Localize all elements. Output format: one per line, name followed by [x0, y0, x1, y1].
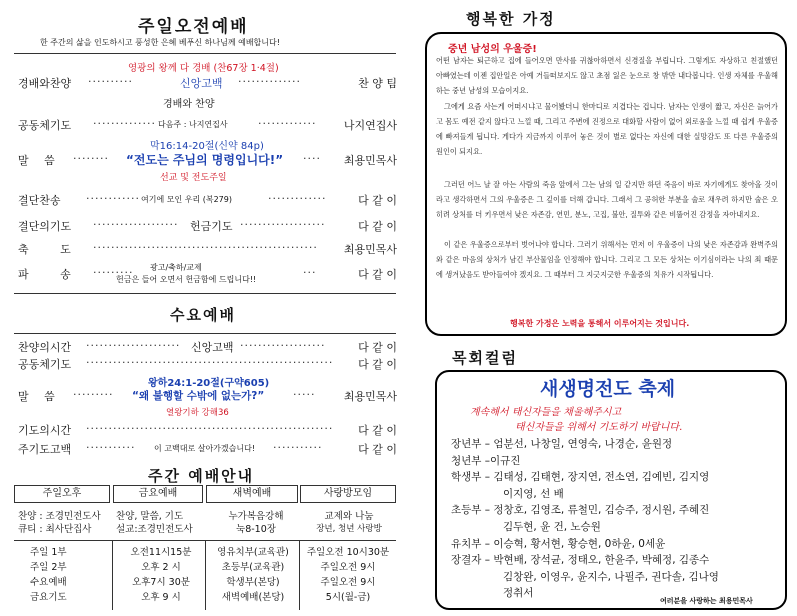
order-leader: 최용민목사 [343, 243, 397, 256]
sunday-title: 주일오전예배 [138, 17, 249, 37]
family-paragraph: 그에게 요즘 사는게 어떠시냐고 물어봤더니 한마디로 지겹다는 겁니다. 남자는 인생이 짧고, 자신은 늙어가고 몸도 예전 같지 않다고 느낄 때, 그리고 주변에 진정으로 대화할 사람이 없어 외로움을 느낄 때 쉽게 우울증에 빠져들게 됩니다. 게다가 지금까지 이루어 놓은 것이 별로 없다는 자신에 대한 실망감도 또 다른 우울증의 원인이 되지요. [436, 102, 778, 156]
schedule-cell: 교제와 나눔 장년, 청년 사랑방 [316, 511, 382, 534]
order-label: 결단찬송 [18, 194, 61, 207]
schedule-header: 주일오후 [14, 485, 110, 503]
schedule-cell: 누가복음강해 눅8-10장 [228, 511, 284, 535]
order-leader: 다 같 이 [358, 220, 397, 233]
order-label: 말 씀 [18, 154, 61, 167]
family-heading: 중년 남성의 우울증! [448, 44, 537, 55]
schedule-cell: 찬양 : 조경민전도사 큐티 : 최사단집사 [18, 511, 101, 535]
list-item: 김창완, 이영우, 윤지수, 나필주, 권다솔, 김나영 [503, 570, 719, 583]
column-heading: 새생명전도 축제 [540, 378, 676, 400]
divider [112, 540, 113, 610]
order-center: 신앙고백 [191, 341, 234, 354]
list-item: 정취서 [503, 587, 534, 600]
divider [14, 333, 396, 334]
order-label: 주기도고백 [18, 443, 72, 456]
order-leader: 다 같 이 [358, 341, 397, 354]
order-label: 파 송 [18, 268, 85, 281]
column-handwritten-note: 태신자들을 위해서 기도하기 바랍니다. [515, 422, 683, 433]
offering-note: 헌금은 들어 오면서 헌금함에 드립니다!! [116, 275, 257, 284]
order-sub: 경배와 찬양 [163, 99, 215, 110]
order-label: 축 도 [18, 243, 85, 256]
order-row: 주기도고백 ··········· 이 고백대로 살아가겠습니다! ··········· 다 같 이 [18, 441, 397, 456]
divider [14, 293, 396, 294]
scripture-ref: 왕하24:1-20절(구약605) [148, 378, 270, 389]
sermon-title: “왜 불행할 수밖에 없는가?” [132, 390, 265, 402]
column-handwritten-note: 계속해서 태신자들을 채울해주시고 [470, 407, 622, 418]
order-leader: 다 같 이 [358, 358, 397, 371]
list-item: 초등부 – 정창호, 김영조, 류철민, 김승주, 정시원, 주혜진 [451, 504, 710, 517]
order-leader: 다 같 이 [358, 194, 397, 207]
schedule-header: 금요예배 [113, 485, 203, 503]
order-center: 광고/축하/교제 [150, 263, 202, 272]
order-center: 다음주 : 나지연집사 [158, 120, 228, 129]
family-section-title: 행복한 가정 [466, 10, 556, 28]
family-closing: 행복한 가정은 노력을 통해서 이루어지는 것입니다. [510, 319, 690, 328]
family-paragraph: 어떤 남자는 퇴근하고 집에 들어오면 만사를 귀찮아하면서 신경질을 부립니다. 그렇게도 자상하고 친절했던 아빠였는데 이젠 집안일은 아예 거들떠보지도 않고 초점 잃은 눈으로 창 밖만 내다봅니다. 인생 자체를 우울해하는 중년 남성의 모습이지요. [436, 56, 778, 95]
schedule-header: 새벽예배 [206, 485, 298, 503]
column-signature: 여러분을 사랑하는 최용민목사 [660, 597, 753, 605]
list-item: 장년부 – 엄분선, 나창일, 연영숙, 나경순, 윤원정 [451, 438, 673, 450]
order-center: 신앙고백 [180, 77, 223, 90]
order-leader: 다 같 이 [358, 268, 397, 281]
divider [14, 53, 396, 54]
order-center: 헌금기도 [190, 220, 233, 233]
order-label: 경배와찬양 [18, 77, 72, 90]
schedule-header: 사랑방모임 [300, 485, 396, 503]
order-leader: 나지연집사 [343, 119, 397, 132]
order-center: 여기에 모인 우리 (복279) [141, 195, 232, 204]
weekly-title: 주간 예배안내 [148, 467, 255, 485]
schedule-times: 주일오전 10시30분 주일오전 9시 주일오전 9시 5시(월-금) [306, 547, 390, 603]
order-leader: 다 같 이 [358, 443, 397, 456]
order-sub: 선교 및 전도주일 [160, 173, 227, 183]
order-sub: 열왕기하 강해36 [166, 408, 229, 418]
order-label: 기도의시간 [18, 424, 72, 437]
order-row: 말 씀 ········· “왜 불행할 수밖에 없는가?” ····· 최용민목사 [18, 388, 397, 403]
list-item: 학생부 – 김태성, 김태현, 장지연, 전소연, 김예빈, 김지영 [451, 471, 710, 484]
schedule-times: 오전11시15분 오후 2 시 오후7시 30분 오후 9 시 [130, 547, 192, 603]
list-item: 유치부 – 이승혁, 황서현, 황승현, 0하윤, 0세윤 [451, 537, 666, 550]
scripture-ref: 막16:14-20절(신약 84p) [150, 141, 264, 152]
order-row: 말 씀 ········ “전도는 주님의 명령입니다!” ···· 최용민목사 [18, 152, 397, 167]
order-row: 경배와찬양 ·········· 신앙고백 ·············· 찬 양 팀 [18, 75, 397, 90]
order-label: 찬양의시간 [18, 341, 72, 354]
order-row: 파 송 ········· ··· 다 같 이 [18, 266, 397, 281]
order-center: 이 고백대로 살아가겠습니다! [154, 444, 256, 453]
schedule-cell: 찬양, 말씀, 기도 설교:조경민전도사 [116, 511, 193, 535]
sermon-title: “전도는 주님의 명령입니다!” [126, 153, 284, 167]
column-list [451, 436, 719, 602]
family-paragraph: 이 같은 우울증으로부터 벗어나야 합니다. 그러기 위해서는 먼저 이 우울증이 나의 낮은 자존감과 완벽주의와 같은 마음의 상처가 남긴 부산물임을 인정해야 합니다. 그리고 그 모든 상처는 이기심이라는 나의 죄 때문에 생겨났음도 받아들여야 겠지요. 그 때부터 그 지긋지긋한 우울증의 치유가 시작됩니다. [436, 240, 778, 279]
order-row: 공동체기도 ······················································· 다 같 이 [18, 356, 397, 371]
list-item: 이지영, 선 배 [503, 487, 564, 500]
order-leader: 찬 양 팀 [358, 77, 397, 90]
order-row: 찬양의시간 ····················· 신앙고백 ··················· 다 같 이 [18, 339, 397, 354]
schedule-times: 영유치부(교육관) 초등부(교육관) 학생부(본당) 새벽예배(본당) [217, 547, 289, 603]
order-label: 결단의기도 [18, 220, 72, 233]
family-paragraph: 그러던 어느 날 잘 아는 사람의 죽음 앞에서 그는 남의 일 같지만 하던 죽음이 바로 자기에게도 찾아올 것이라고 생각하면서 그의 우울증은 그 깊이를 더해 갑니다. 그래서 그 공허한 부분을 술로 채우려 하지만 술은 오히려 상처를 더 키우면서 낮은 자존감, 연민, 분노, 고집, 불안, 질투와 같은 비뚤어진 감정을 자아내지요. [436, 180, 778, 219]
opening-hymn: 영광의 왕께 다 경배 (찬67장 1·4절) [128, 63, 279, 74]
order-label: 말 씀 [18, 390, 61, 403]
list-item: 장결자 – 박현배, 장석균, 정태오, 한윤주, 박혜정, 김종수 [451, 554, 710, 567]
divider [205, 540, 206, 610]
wednesday-title: 수요예배 [170, 306, 236, 324]
column-section-title: 목회컬럼 [452, 349, 518, 367]
list-item: 청년부 –이규진 [451, 454, 521, 467]
order-leader: 최용민목사 [343, 390, 397, 403]
schedule-times: 주일 1부 주일 2부 수요예배 금요기도 [30, 547, 67, 603]
list-item: 김두현, 윤 건, 노승원 [503, 520, 601, 533]
order-row: 결단찬송 ············ 여기에 모인 우리 (복279) ············· 다 같 이 [18, 192, 397, 207]
order-leader: 다 같 이 [358, 424, 397, 437]
order-row: 축 도 ·················································· 최용민목사 [18, 241, 397, 256]
order-label: 공동체기도 [18, 358, 72, 371]
order-label: 공동체기도 [18, 119, 72, 132]
order-row: 결단의기도 ··················· 헌금기도 ··················· 다 같 이 [18, 218, 397, 233]
order-row: 공동체기도 ·············· 다음주 : 나지연집사 ············· 나지연집사 [18, 117, 397, 132]
order-leader: 최용민목사 [343, 154, 397, 167]
order-row: 기도의시간 ······················································· 다 같 이 [18, 422, 397, 437]
sunday-subtitle: 한 주간의 삶을 인도하시고 풍성한 은혜 베푸신 하나님께 예배합니다! [40, 38, 280, 47]
